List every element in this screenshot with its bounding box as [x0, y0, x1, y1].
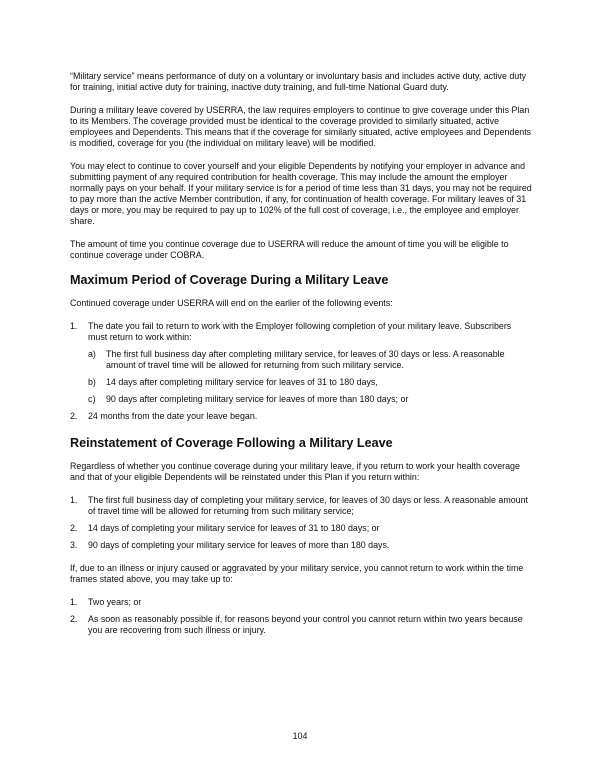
sub-list-item: [88, 394, 532, 405]
list-item-text: The date you fail to return to work with the Employer following completion of your military leave. Subscribers must return to work within:: [88, 321, 512, 342]
list-item-text: 24 months from the date your leave began.: [88, 411, 258, 421]
list-item-text: The first full business day after completing military service, for leaves of 30 days or less. A reasonable amount of travel time will be allowed for returning from such military service.: [106, 349, 505, 370]
list-item: [70, 597, 532, 608]
list-item-text: 14 days of completing your military service for leaves of 31 to 180 days; or: [88, 523, 380, 533]
list-item-text: 14 days after completing military service for leaves of 31 to 180 days,: [106, 377, 378, 387]
list-marker: a): [88, 349, 96, 359]
list-marker: 2.: [70, 614, 78, 624]
section2-list: [70, 495, 532, 551]
elect-continue-paragraph: You may elect to continue to cover yourself and your eligible Dependents by notifying your employer in advance and submitting payment of any required contribution for health coverage. This may include the amount the employer normally pays on your behalf. If your military service is for a period of time less than 31 days, you may not be required to pay more than the active Member contribution, if any, for continuation of health coverage. For military leaves of 31 days or more, you may be required to pay up to 102% of the full cost of coverage, i.e., the employee and employer share.: [70, 161, 532, 226]
illness-list: [70, 597, 532, 636]
list-item: [70, 495, 532, 517]
military-service-definition: “Military service” means performance of duty on a voluntary or involuntary basis and includes active duty, active duty for training, initial active duty for training, inactive duty training, and full-time National Guard duty.: [70, 71, 527, 92]
list-marker: 1.: [70, 321, 78, 331]
list-item-text: The first full business day of completing your military service, for leaves of 30 days or less. A reasonable amount of travel time will be allowed for returning from such military service;: [88, 495, 529, 516]
list-item: [70, 614, 532, 636]
userra-coverage-paragraph: During a military leave covered by USERRA, the law requires employers to continue to give coverage under this Plan to its Members. The coverage provided must be identical to the coverage provided to similarly situated, active employees and Dependents. This means that if the coverage for similarly situated, active employees and Dependents is modified, coverage for you (the individual on military leave) will be modified.: [70, 105, 532, 148]
section-heading-maximum-period: Maximum Period of Coverage During a Military Leave: [70, 273, 389, 287]
list-marker: 2.: [70, 523, 78, 533]
list-item-text: Two years; or: [88, 597, 142, 607]
section1-lead: Continued coverage under USERRA will end on the earlier of the following events:: [70, 298, 393, 308]
list-marker: 1.: [70, 597, 78, 607]
section1-list: [70, 321, 532, 422]
illness-lead: If, due to an illness or injury caused or aggravated by your military service, you cannot return to work within the time frames stated above, you may take up to:: [70, 563, 524, 584]
list-marker: 3.: [70, 540, 78, 550]
section2-lead: Regardless of whether you continue coverage during your military leave, if you return to work your health coverage and that of your eligible Dependents will be reinstated under this Plan if you return within:: [70, 461, 520, 482]
sub-list-item: [88, 377, 532, 388]
cobra-reduction-paragraph: The amount of time you continue coverage due to USERRA will reduce the amount of time you will be eligible to continue coverage under COBRA.: [70, 239, 509, 260]
page-number: 104: [292, 731, 308, 741]
list-item-text: 90 days after completing military service for leaves of more than 180 days; or: [106, 394, 409, 404]
list-marker: b): [88, 377, 96, 387]
sub-list: [88, 349, 532, 405]
list-item: [70, 540, 532, 551]
list-item: [70, 321, 532, 405]
section-heading-reinstatement: Reinstatement of Coverage Following a Military Leave: [70, 436, 393, 450]
document-page: [70, 71, 532, 642]
list-item-text: As soon as reasonably possible if, for reasons beyond your control you cannot return within two years because you are recovering from such illness or injury.: [88, 614, 523, 635]
list-item-text: 90 days of completing your military service for leaves of more than 180 days.: [88, 540, 390, 550]
sub-list-item: [88, 349, 532, 371]
list-item: [70, 523, 532, 534]
list-marker: 1.: [70, 495, 78, 505]
list-item: [70, 411, 532, 422]
list-marker: c): [88, 394, 96, 404]
list-marker: 2.: [70, 411, 78, 421]
